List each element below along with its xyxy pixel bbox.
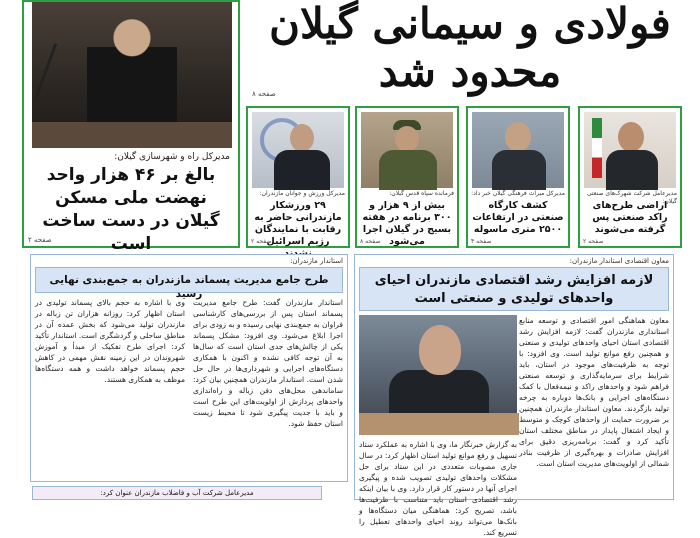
card-caption: مدیرکل میراث فرهنگی گیلان خبر داد:	[471, 190, 565, 197]
person-body	[606, 150, 658, 190]
card-photo	[361, 112, 453, 188]
card-caption: مدیرکل ورزش و جوانان مازندران:	[259, 190, 345, 197]
microphone-icon	[34, 43, 57, 100]
card-title[interactable]: بیش از ۹ هزار و ۳۰۰ برنامه در هفته بسیج در گیلان اجرا می‌شود	[362, 200, 452, 247]
article-photo	[359, 315, 517, 435]
feature-photo	[32, 2, 232, 148]
card-page-ref: صفحه ۲	[251, 238, 272, 245]
card-photo	[252, 112, 344, 188]
person-head	[395, 126, 419, 152]
article-body-column: معاون هماهنگی امور اقتصادی و توسعه منابع استانداری مازندران گفت: لازمه افزایش رشد اقتصادی استان احیای واحدهای تولیدی و صنعتی و همچنین رفع موانع تولید است. وی افزود: با توجه به ظرفیت‌های موجود در استان، باید شرایط برای سرمایه‌گذاری و توسعه صنعتی فراهم شود و واحدهای راکد و نیمه‌فعال با کمک دستگاه‌های اجرایی و بانک‌ها دوباره به چرخه تولید بازگردند. معاون استاندار مازندران همچنین بر ضرورت حمایت از واحدهای کوچک و متوسط و ایجاد اشتغال پایدار در مناطق مختلف استان تأکید کرد و گفت: برنامه‌ریزی دقیق برای افزایش صادرات و بهره‌گیری از ظرفیت بنادر شمالی از اولویت‌های مدیریت استان است.	[519, 316, 669, 468]
article-body-column: به گزارش خبرنگار ما، وی با اشاره به عملکرد ستاد تسهیل و رفع موانع تولید استان اظهار کرد: در سال جاری مصوبات متعددی در این ستاد برای حل مشکلات واحدهای تولیدی تصویب شده و پیگیری اجرای آنها در دستور کار قرار دارد. وی با بیان اینکه رشد اقتصادی استان باید متناسب با ظرفیت‌ها باشد، تصریح کرد: هماهنگی میان دستگاه‌ها و بانک‌ها می‌تواند روند احیای واحدهای تعطیل را تسریع کند.	[359, 440, 517, 537]
card-page-ref: صفحه ۴	[471, 238, 492, 245]
person-head	[419, 325, 461, 375]
person-body	[492, 150, 546, 190]
card-page-ref: صفحه ۲	[583, 238, 604, 245]
card-title[interactable]: ۲۹ ورزشکار مازندرانی حاضر به رقابت با نمایندگان رژیم اسرائیل	[254, 200, 342, 247]
person-body	[379, 150, 437, 190]
person-head	[505, 122, 531, 152]
card-photo	[472, 112, 564, 188]
waste-article[interactable]	[30, 254, 348, 482]
card-page-ref: صفحه ۸	[360, 238, 381, 245]
news-card[interactable]	[246, 106, 350, 248]
news-card[interactable]	[355, 106, 459, 248]
desk-shape	[359, 413, 519, 435]
person-body	[274, 150, 330, 190]
economy-article[interactable]	[354, 254, 674, 537]
card-title[interactable]: اراضی طرح‌های راکد صنعتی پس گرفته می‌شوند	[592, 200, 668, 235]
article-headline-box	[35, 267, 343, 300]
flag-shape	[592, 118, 602, 178]
feature-box[interactable]	[22, 0, 240, 254]
person-head	[290, 124, 314, 152]
main-headline[interactable]: فولادی و سیمانی گیلان محدود شد	[269, 0, 671, 96]
footer-kicker[interactable]: مدیرعامل شرکت آب و فاضلاب مازندران عنوان کرد:	[32, 486, 322, 500]
article-body-column: استاندار مازندران گفت: طرح جامع مدیریت پسماند استان پس از بررسی‌های کارشناسی فراوان به جمع‌بندی نهایی رسیده و به زودی برای اجرا ابلاغ می‌شود. وی افزود: مشکل پسماند یکی از چالش‌های جدی استان است که سال‌ها به آن توجه کافی نشده و اکنون با همکاری دستگاه‌های اجرایی و شهرداری‌ها در حال حل شدن است. استاندار مازندران همچنین بیان کرد: ساماندهی محل‌های دفن زباله و راه‌اندازی واحدهای پردازش از اولویت‌های این طرح است و باید با جدیت پیگیری شود تا محیط زیست استان حفظ شود.	[193, 298, 343, 428]
feature-page-ref: صفحه ۲	[28, 236, 52, 244]
card-caption: مدیرعامل شرکت شهرک‌های صنعتی گیلان:	[586, 190, 677, 205]
card-title[interactable]: کشف کارگاه صنعتی در ارتفاعات ۲۵۰۰ متری ماسوله	[472, 200, 564, 235]
article-kicker: استاندار مازندران:	[290, 257, 343, 265]
headline-page-ref: صفحه ۸	[252, 90, 276, 98]
article-headline-box	[359, 267, 669, 311]
article-body-column: وی با اشاره به حجم بالای پسماند تولیدی در استان اظهار کرد: روزانه هزاران تن زباله در مازندران تولید می‌شود که بخش عمده آن در مناطق ساحلی و گردشگری است. استاندار تأکید کرد: اجرای طرح تفکیک از مبدأ و آموزش شهروندان در این زمینه نقش مهمی در کاهش حجم پسماند خواهد داشت و همه دستگاه‌ها موظف به همکاری هستند.	[35, 298, 185, 384]
article-title[interactable]: لازمه افزایش رشد اقتصادی مازندران احیای واحدهای تولیدی و صنعتی است	[374, 273, 654, 306]
news-card[interactable]	[466, 106, 570, 248]
article-kicker: معاون اقتصادی استاندار مازندران:	[569, 257, 669, 265]
feature-title[interactable]: بالغ بر ۴۶ هزار واحد نهضت ملی مسکن گیلان در دست ساخت است	[42, 165, 220, 254]
card-photo	[584, 112, 676, 188]
desk-shape	[32, 122, 232, 148]
feature-caption: مدیرکل راه و شهرسازی گیلان:	[114, 152, 230, 162]
article-title[interactable]: طرح جامع مدیریت پسماند مازندران به جمع‌بندی نهایی رسید	[49, 274, 329, 300]
news-card[interactable]	[578, 106, 682, 248]
person-head	[618, 122, 644, 152]
card-caption: فرمانده سپاه قدس گیلان:	[389, 190, 454, 197]
